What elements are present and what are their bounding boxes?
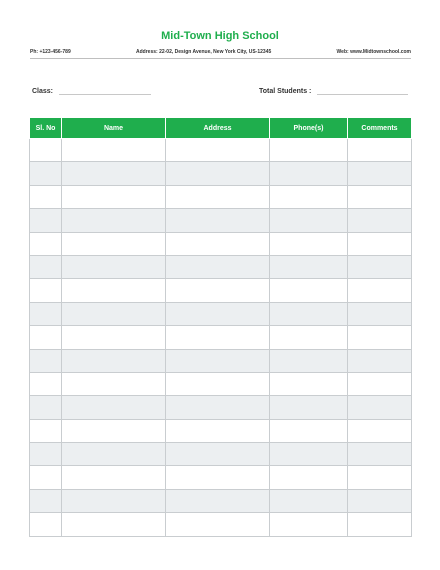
cell-address[interactable]: [166, 302, 270, 325]
cell-comments[interactable]: [348, 372, 412, 395]
table-row: [30, 349, 412, 372]
total-students-label: Total Students :: [259, 88, 312, 95]
table-row: [30, 372, 412, 395]
cell-phone[interactable]: [270, 255, 348, 278]
table-row: [30, 209, 412, 232]
cell-address[interactable]: [166, 396, 270, 419]
cell-comments[interactable]: [348, 232, 412, 255]
column-header-comments: Comments: [348, 118, 412, 139]
cell-phone[interactable]: [270, 209, 348, 232]
cell-address[interactable]: [166, 279, 270, 302]
cell-phone[interactable]: [270, 419, 348, 442]
cell-address[interactable]: [166, 443, 270, 466]
table-row: [30, 302, 412, 325]
cell-comments[interactable]: [348, 466, 412, 489]
cell-sl-no[interactable]: [30, 443, 62, 466]
cell-address[interactable]: [166, 162, 270, 185]
class-field: [32, 83, 151, 95]
cell-comments[interactable]: [348, 349, 412, 372]
cell-address[interactable]: [166, 326, 270, 349]
cell-phone[interactable]: [270, 513, 348, 536]
table-row: [30, 419, 412, 442]
cell-comments[interactable]: [348, 302, 412, 325]
cell-sl-no[interactable]: [30, 372, 62, 395]
cell-name[interactable]: [62, 185, 166, 208]
cell-phone[interactable]: [270, 139, 348, 162]
cell-comments[interactable]: [348, 185, 412, 208]
cell-name[interactable]: [62, 302, 166, 325]
table-header-row: [30, 118, 412, 139]
cell-sl-no[interactable]: [30, 139, 62, 162]
cell-sl-no[interactable]: [30, 209, 62, 232]
cell-name[interactable]: [62, 255, 166, 278]
student-roster-table: [29, 117, 412, 537]
school-address: Address: 22-02, Design Avenue, New York City, US-12345: [136, 49, 272, 55]
cell-name[interactable]: [62, 349, 166, 372]
total-students-input-line[interactable]: [317, 85, 408, 95]
cell-name[interactable]: [62, 419, 166, 442]
cell-address[interactable]: [166, 489, 270, 512]
cell-name[interactable]: [62, 326, 166, 349]
cell-address[interactable]: [166, 255, 270, 278]
cell-comments[interactable]: [348, 279, 412, 302]
cell-phone[interactable]: [270, 185, 348, 208]
cell-phone[interactable]: [270, 489, 348, 512]
cell-sl-no[interactable]: [30, 162, 62, 185]
cell-phone[interactable]: [270, 396, 348, 419]
cell-name[interactable]: [62, 396, 166, 419]
column-header-phone: Phone(s): [270, 118, 348, 139]
cell-comments[interactable]: [348, 139, 412, 162]
cell-comments[interactable]: [348, 489, 412, 512]
cell-address[interactable]: [166, 209, 270, 232]
cell-name[interactable]: [62, 372, 166, 395]
cell-phone[interactable]: [270, 443, 348, 466]
cell-comments[interactable]: [348, 209, 412, 232]
cell-phone[interactable]: [270, 326, 348, 349]
cell-address[interactable]: [166, 232, 270, 255]
cell-sl-no[interactable]: [30, 302, 62, 325]
contact-bar: [30, 46, 411, 59]
table-row: [30, 185, 412, 208]
cell-name[interactable]: [62, 139, 166, 162]
cell-phone[interactable]: [270, 466, 348, 489]
cell-sl-no[interactable]: [30, 232, 62, 255]
cell-phone[interactable]: [270, 349, 348, 372]
cell-phone[interactable]: [270, 302, 348, 325]
cell-name[interactable]: [62, 162, 166, 185]
table-body: [30, 139, 412, 537]
cell-sl-no[interactable]: [30, 185, 62, 208]
cell-comments[interactable]: [348, 162, 412, 185]
cell-phone[interactable]: [270, 279, 348, 302]
total-students-field: [259, 83, 408, 95]
cell-comments[interactable]: [348, 419, 412, 442]
website: Web: www.Midtownschool.com: [336, 49, 411, 55]
phone-number: Ph: +123-456-789: [30, 49, 71, 55]
cell-sl-no[interactable]: [30, 349, 62, 372]
table-row: [30, 255, 412, 278]
cell-name[interactable]: [62, 443, 166, 466]
table-row: [30, 443, 412, 466]
table-row: [30, 396, 412, 419]
class-label: Class:: [32, 88, 54, 95]
cell-address[interactable]: [166, 513, 270, 536]
table-row: [30, 139, 412, 162]
cell-address[interactable]: [166, 372, 270, 395]
cell-address[interactable]: [166, 185, 270, 208]
cell-comments[interactable]: [348, 255, 412, 278]
table-row: [30, 232, 412, 255]
cell-name[interactable]: [62, 466, 166, 489]
cell-sl-no[interactable]: [30, 396, 62, 419]
cell-comments[interactable]: [348, 513, 412, 536]
cell-name[interactable]: [62, 209, 166, 232]
cell-sl-no[interactable]: [30, 419, 62, 442]
column-header-name: Name: [62, 118, 166, 139]
cell-sl-no[interactable]: [30, 513, 62, 536]
cell-comments[interactable]: [348, 396, 412, 419]
table-row: [30, 466, 412, 489]
cell-sl-no[interactable]: [30, 466, 62, 489]
cell-sl-no[interactable]: [30, 255, 62, 278]
cell-sl-no[interactable]: [30, 489, 62, 512]
cell-address[interactable]: [166, 349, 270, 372]
column-header-address: Address: [166, 118, 270, 139]
cell-name[interactable]: [62, 232, 166, 255]
cell-comments[interactable]: [348, 443, 412, 466]
table-row: [30, 162, 412, 185]
cell-phone[interactable]: [270, 232, 348, 255]
cell-comments[interactable]: [348, 326, 412, 349]
column-header-sl-no: Sl. No: [30, 118, 62, 139]
cell-name[interactable]: [62, 513, 166, 536]
cell-sl-no[interactable]: [30, 279, 62, 302]
table-row: [30, 489, 412, 512]
cell-address[interactable]: [166, 466, 270, 489]
cell-name[interactable]: [62, 279, 166, 302]
table-row: [30, 326, 412, 349]
school-name: Mid-Town High School: [161, 30, 279, 42]
table-row: [30, 513, 412, 536]
cell-phone[interactable]: [270, 372, 348, 395]
cell-phone[interactable]: [270, 162, 348, 185]
cell-address[interactable]: [166, 419, 270, 442]
cell-sl-no[interactable]: [30, 326, 62, 349]
table-row: [30, 279, 412, 302]
cell-address[interactable]: [166, 139, 270, 162]
class-input-line[interactable]: [59, 85, 151, 95]
cell-name[interactable]: [62, 489, 166, 512]
